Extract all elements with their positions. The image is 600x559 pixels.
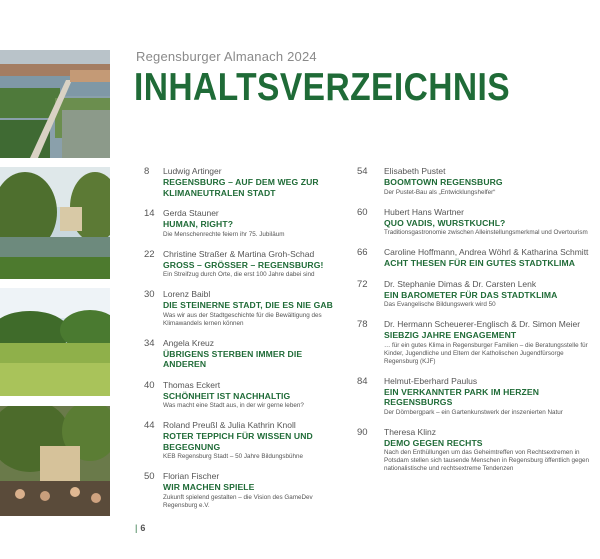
toc-author: Christine Straßer & Martina Groh-Schad <box>163 248 315 259</box>
toc-description: Nach den Enthüllungen um das Geheimtreffen von Rechtsextremen in Potsdam stellen sich tausende Menschen in Regensburg öffentlich gegen nationalistische und rechtsextreme Tendenzen <box>384 449 590 472</box>
toc-entry[interactable] <box>136 208 346 239</box>
toc-page-number: 90 <box>357 426 368 438</box>
toc-description: Zukunft spielend gestalten – die Vision des GameDev Regensburg e.V. <box>163 493 313 509</box>
photo-strip <box>0 50 110 516</box>
toc-page-number: 34 <box>144 337 155 349</box>
toc-author: Hubert Hans Wartner <box>384 206 464 217</box>
toc-title: ACHT THESEN FÜR EIN GUTES STADTKLIMA <box>384 258 576 268</box>
toc-page-number: 30 <box>144 289 155 300</box>
toc-title: SIEBZIG JAHRE ENGAGEMENT <box>384 330 517 340</box>
page-number <box>135 523 145 533</box>
toc-entry[interactable] <box>357 427 592 474</box>
toc-entry[interactable] <box>136 471 346 510</box>
toc-entry[interactable] <box>136 338 346 370</box>
toc-title: ÜBRIGENS STERBEN IMMER DIE ANDEREN <box>163 348 303 369</box>
toc-author: Lorenz Baibl <box>163 289 211 299</box>
toc-page-number: 54 <box>357 166 368 177</box>
toc-title: EIN VERKANNTER PARK IM HERZEN REGENSBURGS <box>384 386 540 407</box>
toc-entry[interactable] <box>136 380 346 411</box>
toc-page-number: 66 <box>357 247 368 258</box>
toc-entry[interactable] <box>357 207 592 238</box>
toc-title: WIR MACHEN SPIELE <box>163 482 255 492</box>
toc-entry[interactable] <box>357 319 592 366</box>
toc-author: Florian Fischer <box>163 471 220 481</box>
toc-title: EIN BAROMETER FÜR DAS STADTKLIMA <box>384 289 558 300</box>
toc-description: Ein Streifzug durch Orte, die erst 100 Jahre dabei sind <box>163 271 315 278</box>
almanac-label: Regensburger Almanach 2024 <box>136 49 317 64</box>
toc-entry[interactable] <box>357 376 592 417</box>
toc-author: Ludwig Artinger <box>163 166 222 176</box>
page-number-value: 6 <box>140 523 146 533</box>
toc-author: Dr. Stephanie Dimas & Dr. Carsten Lenk <box>384 278 537 289</box>
toc-author: Angela Kreuz <box>163 337 215 348</box>
toc-title: HUMAN, RIGHT? <box>163 219 234 229</box>
toc-entry[interactable] <box>136 420 346 461</box>
toc-title: SCHÖNHEIT IST NACHHALTIG <box>163 390 291 401</box>
toc-author: Dr. Hermann Scheuerer-Englisch & Dr. Simon Meier <box>384 319 581 329</box>
toc-page-number: 14 <box>144 208 155 219</box>
toc-author: Gerda Stauner <box>163 208 219 218</box>
toc-page-number: 44 <box>144 420 155 431</box>
toc-description: KEB Regensburg Stadt – 50 Jahre Bildungsbühne <box>163 453 304 460</box>
toc-page-number: 22 <box>144 248 155 260</box>
toc-title: DEMO GEGEN RECHTS <box>384 437 483 448</box>
toc-description: Traditionsgastronomie zwischen Alleinstellungsmerkmal und Overtourism <box>384 229 588 236</box>
toc-title: DIE STEINERNE STADT, DIE ES NIE GAB <box>163 300 333 310</box>
toc-title: REGENSBURG – AUF DEM WEG ZUR KLIMANEUTRALEN STADT <box>163 177 319 198</box>
toc-entry[interactable] <box>357 166 592 197</box>
toc-description: … für ein gutes Klima in Regensburger Familien – die Beratungsstelle für Kinder, Jugendliche und Eltern der Katholischen Jugendfürsorge Regensburg (KJF) <box>384 341 588 365</box>
toc-page-number: 60 <box>357 206 368 218</box>
toc-title: BOOMTOWN REGENSBURG <box>384 177 503 187</box>
toc-page-number: 84 <box>357 375 368 387</box>
toc-author: Theresa Klinz <box>384 426 436 437</box>
toc-entry[interactable] <box>136 289 346 328</box>
toc-title: QUO VADIS, WURSTKUCHL? <box>384 217 506 228</box>
toc-description: Was wir aus der Stadtgeschichte für die Bewältigung des Klimawandels lernen können <box>163 311 322 327</box>
page-number-divider: | <box>135 523 138 533</box>
toc-title: GROSS – GRÖSSER – REGENSBURG! <box>163 259 324 270</box>
toc-page-number: 8 <box>144 166 150 177</box>
toc-entry[interactable] <box>136 249 346 280</box>
toc-page-number: 78 <box>357 319 368 330</box>
toc-description: Die Menschenrechte feiern ihr 75. Jubiläum <box>163 230 285 238</box>
toc-entry[interactable] <box>357 247 592 269</box>
photo-meadow <box>0 288 110 396</box>
toc-description: Der Pustet-Bau als „Entwicklungshelfer“ <box>384 188 496 196</box>
toc-author: Elisabeth Pustet <box>384 166 446 176</box>
toc-page-number: 50 <box>144 471 155 482</box>
toc-left-column <box>136 166 346 520</box>
toc-title: ROTER TEPPICH FÜR WISSEN UND BEGEGNUNG <box>163 431 313 452</box>
photo-beer-garden <box>0 406 110 516</box>
toc-page-number: 40 <box>144 379 155 391</box>
toc-author: Roland Preußl & Julia Kathrin Knoll <box>163 420 296 430</box>
toc-entry[interactable] <box>357 279 592 310</box>
toc-description: Was macht eine Stadt aus, in der wir gerne leben? <box>163 402 304 409</box>
toc-page-number: 72 <box>357 278 368 290</box>
toc-author: Thomas Eckert <box>163 379 221 390</box>
toc-author: Caroline Hoffmann, Andrea Wöhrl & Katharina Schmitt <box>384 247 589 257</box>
page-title: INHALTSVERZEICHNIS <box>134 66 511 109</box>
toc-right-column <box>357 166 592 483</box>
toc-description: Das Evangelische Bildungswerk wird 50 <box>384 301 496 308</box>
photo-river-trees <box>0 167 110 279</box>
toc-description: Der Dörnbergpark – ein Gartenkunstwerk der inszenierten Natur <box>384 408 563 416</box>
photo-bridge-aerial <box>0 50 110 158</box>
toc-author: Helmut-Eberhard Paulus <box>384 375 478 386</box>
toc-entry[interactable] <box>136 166 346 198</box>
